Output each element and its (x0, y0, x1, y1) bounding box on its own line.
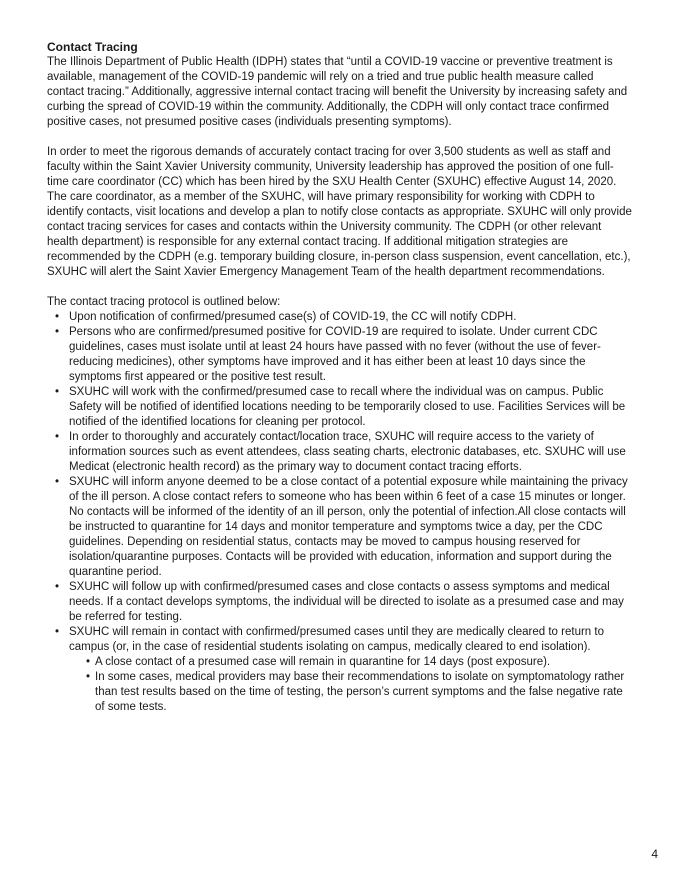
list-item (47, 625, 632, 655)
list-item (47, 475, 632, 580)
bullet-icon: • (55, 326, 60, 338)
staffing-paragraph: In order to meet the rigorous demands of accurately contact tracing for over 3,500 students as well as staff and faculty within the Saint Xavier University community, University leadership has approved the position of one full-time care coordinator (CC) which has been hired by the SXU Health Center (SXUHC) effective August 14, 2020. The care coordinator, as a member of the SXUHC, will have primary responsibility for working with CDPH to identify contacts, visit locations and develop a plan to notify close contacts as appropriate. SXUHC will only provide contact tracing services for cases and contacts within the University community. The CDPH (or other relevant health department) is responsible for any external contact tracing. If additional mitigation strategies are recommended by the CDPH (e.g. temporary building closure, in-person class suspension, event cancellation, etc.), SXUHC will alert the Saint Xavier Emergency Management Team of the health department recommendations. (47, 146, 632, 278)
sub-list-item-text: In some cases, medical providers may base their recommendations to isolate on symptomatology rather than test results based on the time of testing, the person’s current symptoms and the false negative rate of some tests. (95, 671, 625, 713)
bullet-icon: • (55, 581, 60, 593)
list-item-text: SXUHC will remain in contact with confirmed/presumed cases until they are medically cleared to return to campus (or, in the case of residential students isolating on campus, medically cleared to end isolation). (69, 626, 604, 653)
protocol-list (47, 310, 632, 655)
bullet-icon: • (55, 476, 60, 488)
list-item (47, 430, 632, 475)
page-number: 4 (651, 847, 658, 861)
list-item-text: Persons who are confirmed/presumed positive for COVID-19 are required to isolate. Under current CDC guidelines, cases must isolate until at least 24 hours have passed with no fever (without the use of fever-reducing medicines), other symptoms have improved and it has either been at least 10 days since the symptoms first appeared or the positive test result. (69, 326, 601, 383)
list-item (47, 310, 632, 325)
bullet-icon: • (55, 311, 60, 323)
section-heading: Contact Tracing (47, 40, 138, 54)
bullet-icon: • (55, 431, 60, 443)
bullet-icon: • (55, 626, 60, 638)
sub-bullet-icon: • (86, 656, 91, 668)
sub-list-item (47, 655, 632, 670)
protocol-intro: The contact tracing protocol is outlined below: (47, 296, 281, 308)
paragraph-spacer (47, 280, 632, 295)
list-item (47, 325, 632, 385)
sub-list (47, 655, 632, 715)
sub-bullet-icon: • (86, 671, 91, 683)
list-item (47, 385, 632, 430)
document-body (47, 40, 632, 715)
list-item-text: SXUHC will work with the confirmed/presumed case to recall where the individual was on campus. Public Safety will be notified of identified locations needing to be temporarily closed to use. Facilities Services will be notified of the identified locations for cleaning per protocol. (69, 386, 626, 428)
paragraph-spacer (47, 130, 632, 145)
list-item-text: In order to thoroughly and accurately contact/location trace, SXUHC will require access to the variety of information sources such as event attendees, class seating charts, electronic databases, etc. SXUHC will use Medicat (electronic health record) as the primary way to document contact tracing efforts. (69, 431, 626, 473)
sub-list-item (47, 670, 632, 715)
list-item-text: Upon notification of confirmed/presumed case(s) of COVID-19, the CC will notify CDPH. (69, 311, 517, 323)
intro-paragraph: The Illinois Department of Public Health (IDPH) states that “until a COVID-19 vaccine or preventive treatment is available, management of the COVID-19 pandemic will rely on a tried and true public health measure called contact tracing.” Additionally, aggressive internal contact tracing will benefit the University by increasing safety and curbing the spread of COVID-19 within the community. Additionally, the CDPH will only contact trace confirmed positive cases, not presumed positive cases (individuals presenting symptoms). (47, 56, 628, 128)
list-item (47, 580, 632, 625)
list-item-text: SXUHC will inform anyone deemed to be a close contact of a potential exposure while maintaining the privacy of the ill person. A close contact refers to someone who has been within 6 feet of a case 15 minutes or longer. No contacts will be informed of the identity of an ill person, only the potential of infection.All close contacts will be instructed to quarantine for 14 days and monitor temperature and symptoms twice a day, per the CDC guidelines. Depending on residential status, contacts may be moved to campus housing reserved for isolation/quarantine purposes. Contacts will be provided with education, information and support during the quarantine period. (69, 476, 628, 578)
sub-list-item-text: A close contact of a presumed case will remain in quarantine for 14 days (post exposure). (95, 656, 551, 668)
list-item-text: SXUHC will follow up with confirmed/presumed cases and close contacts o assess symptoms and medical needs. If a contact develops symptoms, the individual will be directed to isolate as a presumed case and may be referred for testing. (69, 581, 624, 623)
bullet-icon: • (55, 386, 60, 398)
